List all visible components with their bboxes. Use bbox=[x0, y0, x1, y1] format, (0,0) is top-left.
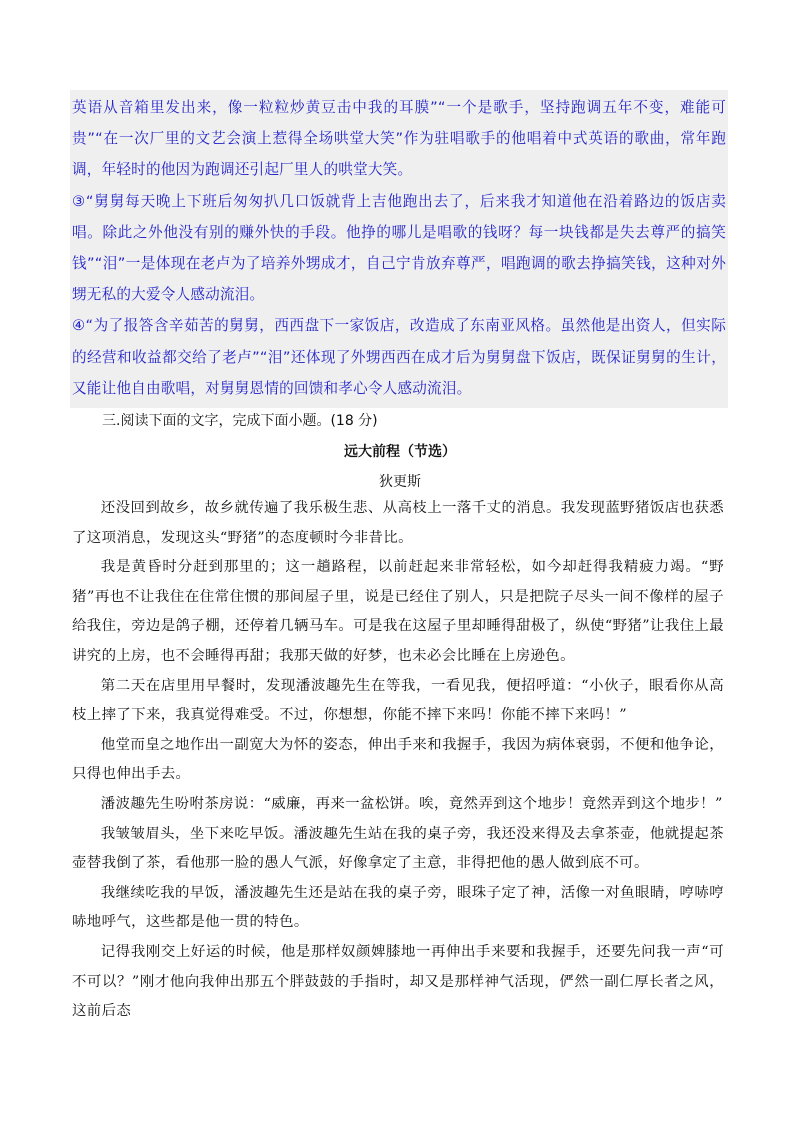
answer-analysis-block bbox=[70, 90, 728, 408]
paragraph: 我继续吃我的早饭，潘波趣先生还是站在我的桌子旁，眼珠子定了神，活像一对鱼眼睛，哼哧哼哧地呼气，这些都是他一贯的特色。 bbox=[72, 884, 724, 931]
passage-author: 狄更斯 bbox=[379, 474, 421, 490]
paragraph: 我是黄昏时分赶到那里的；这一趟路程，以前赶起来非常轻松，如今却赶得我精疲力竭。“野猪”再也不让我住在住常住惯的那间屋子里，说是已经住了别人，只是把院子尽头一间不像样的屋子给我住，旁边是鸽子棚，还停着几辆马车。可是我在这屋子里却睡得甜极了，纵使“野猪”让我住上最讲究的上房，也不会睡得再甜；我那天做的好梦，也未必会比睡在上房逊色。 bbox=[72, 559, 724, 664]
paragraph: 第二天在店里用早餐时，发现潘波趣先生在等我，一看见我，便招呼道：“小伙子，眼看你从高枝上摔了下来，我真觉得难受。不过，你想想，你能不摔下来吗！你能不摔下来吗！” bbox=[72, 677, 724, 724]
paragraph: 他堂而皇之地作出一副宽大为怀的姿态，伸出手来和我握手，我因为病体衰弱，不便和他争论，只得也伸出手去。 bbox=[72, 736, 724, 783]
answer-point-3: ③“舅舅每天晚上下班后匆匆扒几口饭就背上吉他跑出去了，后来我才知道他在沿着路边的饭店卖唱。除此之外他没有别的赚外快的手段。他挣的哪儿是唱歌的钱呀？每一块钱都是失去尊严的搞笑钱”“泪”一是体现在老卢为了培养外甥成才，自己宁肯放弃尊严，唱跑调的歌去挣搞笑钱，这种对外甥无私的大爱令人感动流泪。 bbox=[72, 192, 726, 304]
answer-point-4: ④“为了报答含辛茹苦的舅舅，西西盘下一家饭店，改造成了东南亚风格。虽然他是出资人，但实际的经营和收益都交给了老卢”“泪”还体现了外甥西西在成才后为舅舅盘下饭店，既保证舅舅的生计，又能让他自由歌唱，对舅舅恩情的回馈和孝心令人感动流泪。 bbox=[72, 317, 726, 397]
paragraph: 我皱皱眉头，坐下来吃早饭。潘波趣先生站在我的桌子旁，我还没来得及去拿茶壶，他就提起茶壶替我倒了茶，看他那一脸的愚人气派，好像拿定了主意，非得把他的愚人做到底不可。 bbox=[72, 825, 724, 872]
passage-body bbox=[72, 494, 724, 1027]
paragraph: 还没回到故乡，故乡就传遍了我乐极生悲、从高枝上一落千丈的消息。我发现蓝野猪饭店也获悉了这项消息，发现这头“野猪”的态度顿时今非昔比。 bbox=[72, 500, 724, 546]
passage-title: 远大前程（节选） bbox=[344, 444, 456, 460]
paragraph: 潘波趣先生吩咐茶房说：“威廉，再来一盆松饼。唉，竟然弄到这个地步！竟然弄到这个地步！” bbox=[100, 795, 723, 812]
answer-line-1: 英语从音箱里发出来，像一粒粒炒黄豆击中我的耳膜”“一个是歌手，坚持跑调五年不变，难能可贵”“在一次厂里的文艺会演上惹得全场哄堂大笑”作为驻唱歌手的他唱着中式英语的歌曲，常年跑调，年轻时的他因为跑调还引起厂里人的哄堂大笑。 bbox=[72, 99, 726, 179]
section-heading: 三.阅读下面的文字，完成下面小题。(18 分) bbox=[102, 413, 378, 429]
paragraph: 记得我刚交上好运的时候，他是那样奴颜婢膝地一再伸出手来要和我握手，还要先问我一声“可不可以？”刚才他向我伸出那五个胖鼓鼓的手指时，却又是那样神气活现，俨然一副仁厚长者之风，这前后态 bbox=[72, 943, 724, 1020]
